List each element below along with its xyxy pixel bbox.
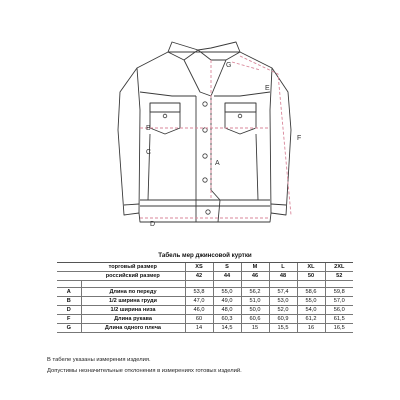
measurement-name: Длина по переду bbox=[81, 287, 185, 296]
size-header-value: 42 bbox=[185, 271, 213, 280]
left-pocket bbox=[150, 103, 180, 134]
jacket-body-outline bbox=[118, 52, 291, 222]
gap-cell bbox=[241, 280, 269, 287]
measurement-value: 46,0 bbox=[185, 305, 213, 314]
size-header-value: 46 bbox=[241, 271, 269, 280]
measurement-value: 54,0 bbox=[297, 305, 325, 314]
right-panel-seam bbox=[256, 134, 258, 200]
left-yoke bbox=[140, 92, 196, 96]
measurement-value: 61,5 bbox=[325, 314, 353, 323]
measurement-value: 60,9 bbox=[269, 314, 297, 323]
button-1 bbox=[203, 102, 207, 106]
table-title: Табель мер джинсовой куртки bbox=[57, 250, 353, 262]
size-header-value: 52 bbox=[325, 271, 353, 280]
size-header-value: 2XL bbox=[325, 262, 353, 271]
measurement-value: 57,0 bbox=[325, 296, 353, 305]
size-header-value: S bbox=[213, 262, 241, 271]
measurement-value: 48,0 bbox=[213, 305, 241, 314]
gap-cell bbox=[297, 280, 325, 287]
gap-cell bbox=[325, 280, 353, 287]
table-gap-row bbox=[57, 280, 353, 287]
measurement-letter: G bbox=[57, 323, 81, 332]
measurement-value: 53,8 bbox=[185, 287, 213, 296]
measurement-row bbox=[57, 287, 353, 296]
right-pocket bbox=[225, 103, 256, 134]
measurement-row bbox=[57, 314, 353, 323]
size-header-value: 50 bbox=[297, 271, 325, 280]
size-header-row bbox=[57, 271, 353, 280]
measurement-value: 56,0 bbox=[325, 305, 353, 314]
measurement-value: 15 bbox=[241, 323, 269, 332]
measurement-value: 53,0 bbox=[269, 296, 297, 305]
right-yoke bbox=[214, 92, 270, 96]
size-header-value: 48 bbox=[269, 271, 297, 280]
left-cuff bbox=[124, 204, 139, 205]
label-d: D bbox=[150, 221, 156, 228]
measurement-value: 57,4 bbox=[269, 287, 297, 296]
right-sleeve-seam bbox=[270, 68, 272, 213]
measurement-row bbox=[57, 323, 353, 332]
size-header-value: L bbox=[269, 262, 297, 271]
right-pocket-flap bbox=[225, 103, 256, 112]
header-spacer bbox=[57, 262, 81, 271]
button-right-pocket bbox=[238, 114, 242, 118]
measurement-value: 52,0 bbox=[269, 305, 297, 314]
measurement-letter: F bbox=[57, 314, 81, 323]
gap-cell bbox=[57, 280, 81, 287]
measurement-value: 14,5 bbox=[213, 323, 241, 332]
measurement-value: 56,2 bbox=[241, 287, 269, 296]
left-panel-seam bbox=[148, 134, 150, 200]
label-a: A bbox=[215, 160, 220, 167]
size-header-value: XS bbox=[185, 262, 213, 271]
measurement-value: 15,5 bbox=[269, 323, 297, 332]
measurement-value: 58,6 bbox=[297, 287, 325, 296]
measurement-letter: D bbox=[57, 305, 81, 314]
gap-cell bbox=[81, 280, 185, 287]
measurement-value: 55,0 bbox=[213, 287, 241, 296]
gap-cell bbox=[269, 280, 297, 287]
label-f: F bbox=[297, 135, 302, 142]
measurement-value: 55,0 bbox=[297, 296, 325, 305]
collar bbox=[168, 42, 240, 96]
button-left-pocket bbox=[163, 114, 167, 118]
size-header-value: 44 bbox=[213, 271, 241, 280]
gap-cell bbox=[213, 280, 241, 287]
size-header-row bbox=[57, 262, 353, 271]
size-header-label: торговый размер bbox=[81, 262, 185, 271]
measurement-value: 60,3 bbox=[213, 314, 241, 323]
right-cuff bbox=[271, 204, 286, 205]
measurement-value: 49,0 bbox=[213, 296, 241, 305]
button-2 bbox=[203, 128, 207, 132]
size-header-value: XL bbox=[297, 262, 325, 271]
left-pocket-flap bbox=[150, 103, 180, 112]
measurement-value: 59,8 bbox=[325, 287, 353, 296]
measurement-name: Длина одного плеча bbox=[81, 323, 185, 332]
measurement-name: Длина рукава bbox=[81, 314, 185, 323]
center-placket-2 bbox=[211, 96, 220, 222]
size-table bbox=[57, 250, 353, 333]
collar-stand bbox=[184, 50, 226, 60]
label-b: B bbox=[146, 125, 151, 132]
measure-line-f bbox=[240, 56, 291, 215]
measurement-value: 50,0 bbox=[241, 305, 269, 314]
measurement-name: 1/2 ширина груди bbox=[81, 296, 185, 305]
measurement-row bbox=[57, 305, 353, 314]
label-c: C bbox=[146, 149, 152, 156]
label-g: G bbox=[226, 62, 232, 69]
measurement-value: 51,0 bbox=[241, 296, 269, 305]
size-header-label: российский размер bbox=[81, 271, 185, 280]
measurement-letter: B bbox=[57, 296, 81, 305]
left-sleeve-seam bbox=[137, 68, 140, 213]
label-e: E bbox=[265, 85, 270, 92]
note-measurements: В табеле указаны измерения изделия. bbox=[47, 357, 151, 363]
measurement-row bbox=[57, 296, 353, 305]
measurement-value: 61,2 bbox=[297, 314, 325, 323]
measurement-name: 1/2 ширина низа bbox=[81, 305, 185, 314]
measurement-value: 60 bbox=[185, 314, 213, 323]
gap-cell bbox=[185, 280, 213, 287]
measurement-value: 47,0 bbox=[185, 296, 213, 305]
button-5 bbox=[206, 210, 210, 214]
size-header-value: M bbox=[241, 262, 269, 271]
measurement-value: 16,5 bbox=[325, 323, 353, 332]
measurement-value: 16 bbox=[297, 323, 325, 332]
measurement-letter: A bbox=[57, 287, 81, 296]
measurement-value: 60,6 bbox=[241, 314, 269, 323]
measurement-value: 14 bbox=[185, 323, 213, 332]
header-spacer bbox=[57, 271, 81, 280]
note-tolerance: Допустимы незначительные отклонения в измерениях готовых изделий. bbox=[47, 368, 242, 374]
button-3 bbox=[203, 154, 207, 158]
button-4 bbox=[203, 178, 207, 182]
